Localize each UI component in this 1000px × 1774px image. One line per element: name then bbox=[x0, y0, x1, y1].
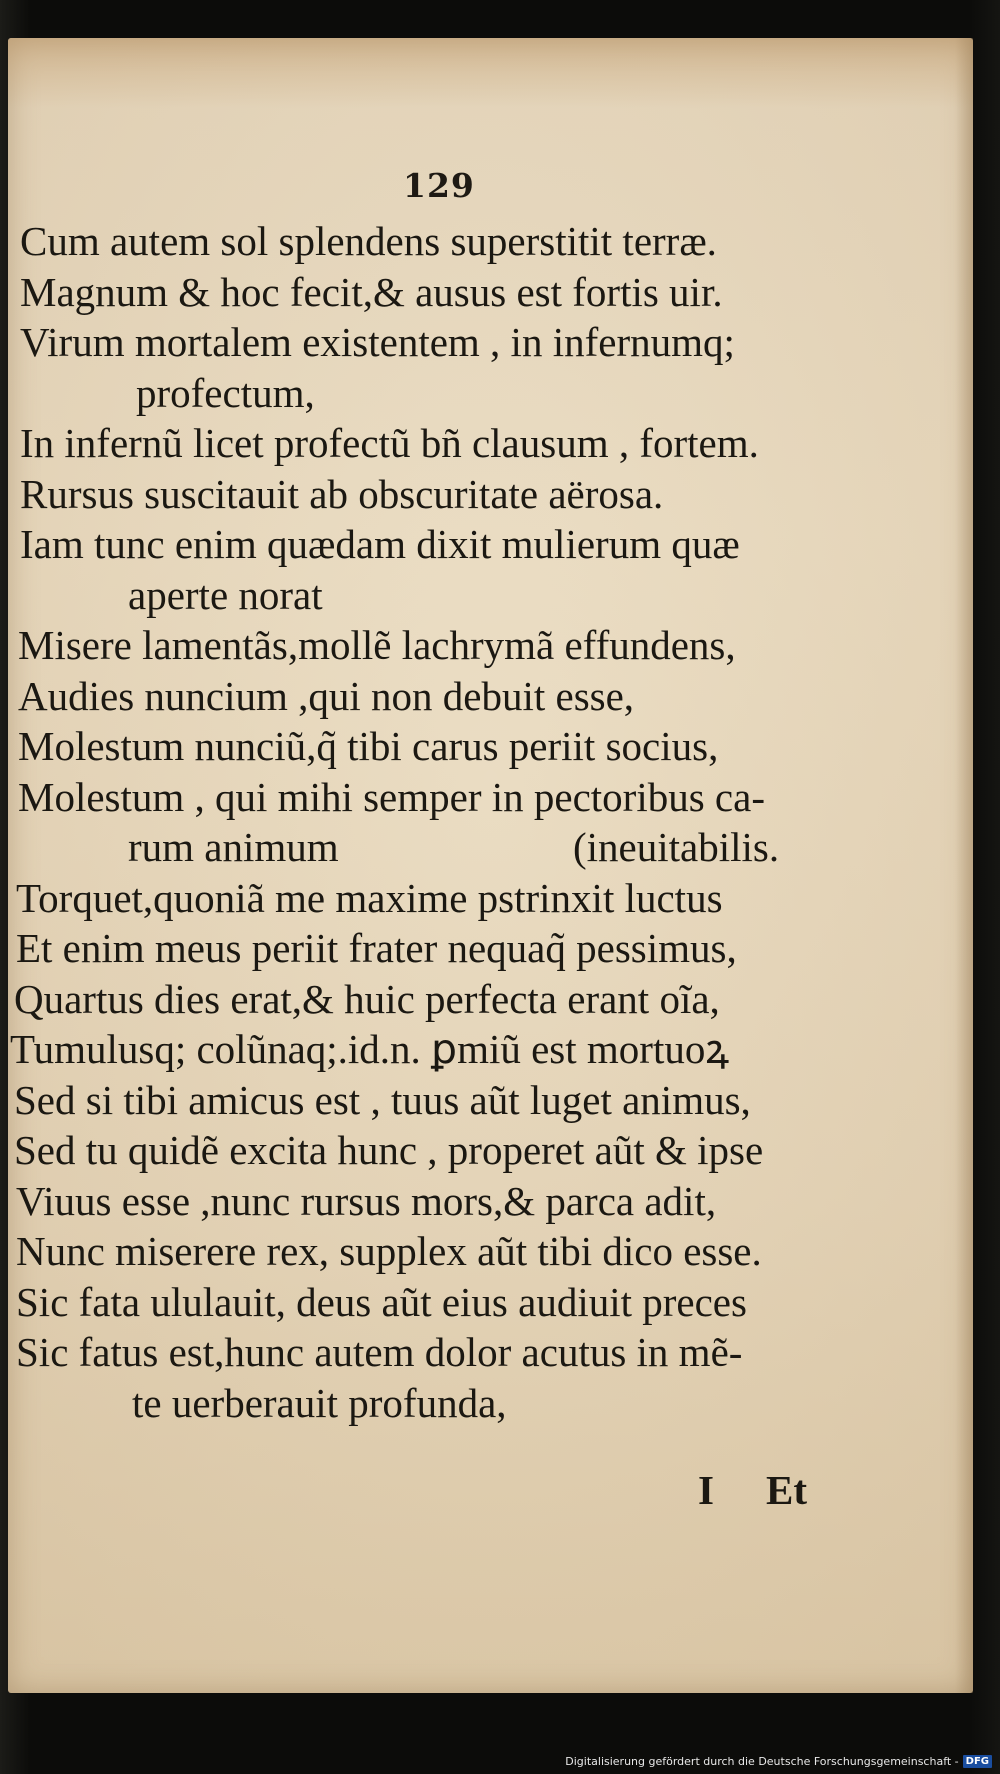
page-stain bbox=[8, 38, 973, 108]
text-line: Tumulusq; colũnaq;.id.n. ꝑmiũ est mortuoꝝ bbox=[10, 1026, 730, 1072]
text-line: te uerberauit profunda, bbox=[132, 1379, 507, 1426]
digitization-footer bbox=[565, 1752, 992, 1770]
text-line: Viuus esse ,nunc rursus mors,& parca adit, bbox=[16, 1177, 717, 1224]
catchword: Et bbox=[766, 1467, 807, 1513]
text-line: Sic fata ululauit, deus aũt eius audiuit preces bbox=[16, 1278, 747, 1325]
text-line: aperte norat bbox=[128, 571, 323, 618]
text-line: Sed tu quidẽ excita hunc , properet aũt & ipse bbox=[14, 1127, 764, 1173]
text-line: Quartus dies erat,& huic perfecta erant oĩa, bbox=[14, 975, 720, 1022]
dfg-logo-icon: DFG bbox=[963, 1755, 992, 1768]
signature-mark: I bbox=[698, 1467, 714, 1513]
split-line bbox=[8, 822, 973, 873]
text-line: Cum autem sol splendens superstitit terræ. bbox=[20, 218, 717, 264]
text-line: profectum, bbox=[136, 369, 315, 416]
text-line: Sic fatus est,hunc autem dolor acutus in mẽ- bbox=[16, 1329, 743, 1375]
text-line: Molestum , qui mihi semper in pectoribus ca- bbox=[18, 773, 765, 820]
text-line: Audies nuncium ,qui non debuit esse, bbox=[18, 672, 635, 719]
text-line: Sed si tibi amicus est , tuus aũt luget animus, bbox=[14, 1076, 751, 1123]
text-line: Rursus suscitauit ab obscuritate aërosa. bbox=[20, 470, 664, 517]
text-line: In infernũ licet profectũ bñ clausum , fortem. bbox=[20, 420, 759, 466]
text-line: Torquet,quoniã me maxime pstrinxit luctus bbox=[16, 874, 723, 921]
text-line-turnover: (ineuitabilis. bbox=[573, 824, 780, 870]
book-page bbox=[8, 38, 973, 1693]
text-line: Molestum nunciũ,q̃ tibi carus periit socius, bbox=[18, 723, 719, 769]
page-text bbox=[8, 216, 973, 1428]
text-line: Et enim meus periit frater nequaq̃ pessimus, bbox=[16, 925, 737, 971]
footer-credit: Digitalisierung gefördert durch die Deutsche Forschungsgemeinschaft - bbox=[565, 1754, 959, 1768]
text-line: Magnum & hoc fecit,& ausus est fortis uir. bbox=[20, 268, 723, 315]
text-line: Iam tunc enim quædam dixit mulierum quæ bbox=[20, 521, 740, 567]
page-number: 129 bbox=[403, 166, 475, 205]
text-line: Misere lamentãs,mollẽ lachrymã effundens, bbox=[18, 622, 736, 668]
text-line: Nunc miserere rex, supplex aũt tibi dico esse. bbox=[16, 1228, 762, 1274]
text-line: Virum mortalem existentem , in infernumq; bbox=[20, 319, 735, 365]
text-line: rum animum bbox=[128, 824, 339, 870]
